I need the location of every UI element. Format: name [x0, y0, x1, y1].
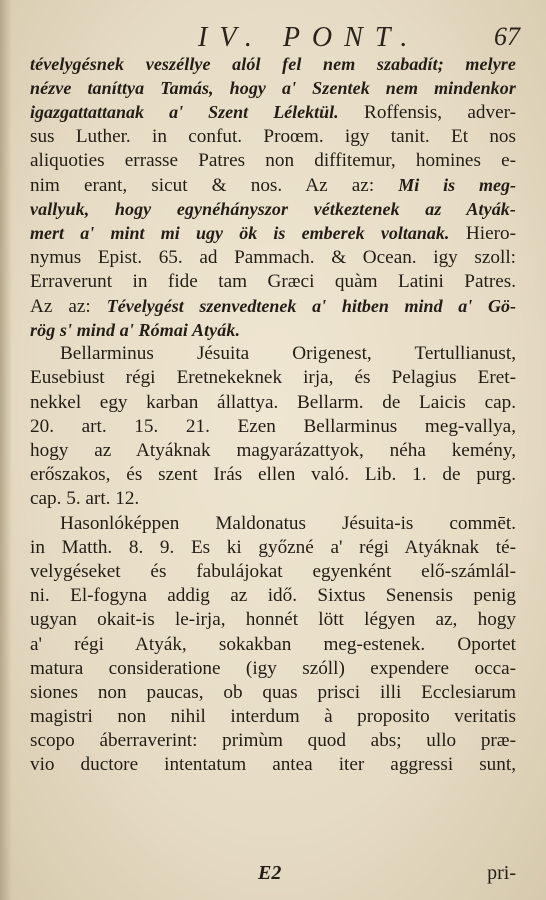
text-line: nekkel egy karban állattya. Bellarm. de Laicis cap.	[30, 391, 516, 413]
text-line: matura consideratione (igy szóll) expendere occa-	[30, 657, 516, 679]
text-line: Bellarminus Jésuita Origenest, Tertullianust,	[60, 343, 516, 365]
italic-run: mert a' mint mi ugy ök is emberek voltanak.	[30, 223, 450, 244]
italic-run: igazgattattanak a' Szent Lélektül.	[30, 102, 339, 123]
page-gutter-shadow	[0, 0, 12, 900]
text-line	[30, 294, 516, 318]
text-line	[30, 173, 516, 197]
text-line: erőszakos, és szent Irás ellen való. Lib. 1. de purg.	[30, 464, 516, 486]
italic-run: Mi is meg-	[398, 174, 516, 195]
text-line: tévelygésnek veszéllye alól fel nem szabadít; melyre	[30, 54, 516, 74]
text-line: vio ductore intentatum antea iter aggressi sunt,	[30, 754, 516, 776]
text-line: hogy az Atyáknak magyarázattyok, néha kemény,	[30, 440, 516, 461]
text-line: 20. art. 15. 21. Ezen Bellarminus meg-vallya,	[30, 415, 516, 437]
text-line: cap. 5. art. 12.	[30, 488, 140, 510]
text-line: siones non paucas, ob quas prisci illi Ecclesiarum	[30, 681, 516, 703]
text-line: in Matth. 8. 9. Es ki győzné a' régi Atyáknak té-	[30, 536, 516, 558]
text-line: Eusebiust régi Eretnekeknek irja, és Pelagius Eret-	[30, 367, 516, 389]
text-line: Hasonlóképpen Maldonatus Jésuita-is commēt.	[60, 512, 516, 534]
page-footer	[30, 862, 516, 890]
text-line: nézve taníttya Tamás, hogy a' Szentek nem mindenkor	[30, 78, 516, 99]
body-text	[30, 52, 516, 778]
roman-run: Az az:	[30, 295, 107, 317]
roman-run: Hiero-	[449, 223, 516, 245]
text-line: magistri non nihil interdum à proposito veritatis	[30, 706, 516, 728]
text-line: scopo áberraverint: primùm quod abs; ullo præ-	[30, 730, 516, 752]
text-line: ugyan okait-is le-irja, honnét lött légyen az, hogy	[30, 609, 516, 631]
catchword: pri-	[487, 862, 516, 884]
text-line	[30, 221, 516, 245]
page-number: 67	[494, 22, 520, 51]
italic-run: Tévelygést szenvedtenek a' hitben mind a' Gö-	[106, 295, 516, 316]
running-head: IV. PONT.	[198, 22, 420, 53]
text-line: Erraverunt in fide tam Græci quàm Latini Patres.	[30, 270, 516, 292]
text-line: velygéseket és fabulájokat egyenként elő-számlál-	[30, 560, 516, 582]
signature-mark: E2	[258, 862, 282, 884]
text-line: nymus Epist. 65. ad Pammach. & Ocean. igy szoll:	[30, 246, 516, 268]
text-line: aliquoties errasse Patres non diffitemur, homines e-	[30, 149, 516, 171]
text-line: rög s' mind a' Római Atyák.	[30, 320, 241, 341]
text-line	[30, 100, 516, 124]
text-line: a' régi Atyák, sokakban meg-estenek. Oportet	[30, 633, 516, 655]
page-header	[28, 20, 524, 54]
text-line: vallyuk, hogy egynéhányszor vétkeztenek az Atyák-	[30, 199, 516, 220]
roman-run: nim erant, sicut & nos. Az az:	[30, 174, 399, 196]
text-line: ni. El-fogyna addig az idő. Sixtus Senensis penig	[30, 585, 516, 607]
text-line: sus Luther. in confut. Proœm. igy tanit. Et nos	[30, 125, 516, 147]
roman-run: Roffensis, adver-	[338, 102, 516, 124]
